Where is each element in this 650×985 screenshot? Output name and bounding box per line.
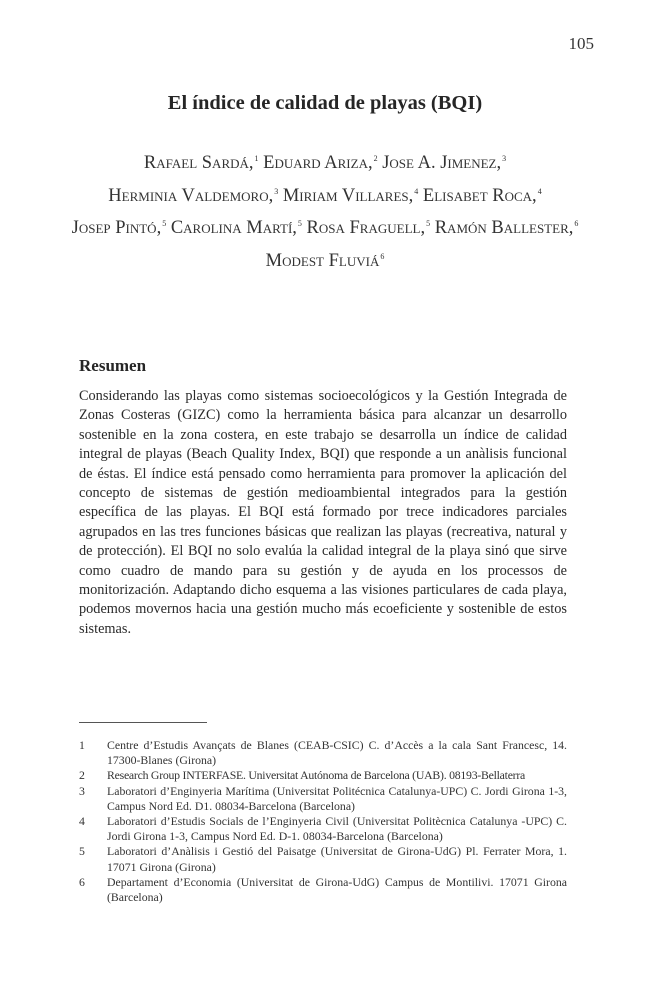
affiliation-marker: 6 [574,219,579,228]
abstract-text: Considerando las playas como sistemas socioecológicos y la Gestión Integrada de Zonas Costeras (GIZC) como la herramienta básica para alcanzar un desarrollo sostenible en la zona costera, en este trabajo se desarrolla un índice de calidad integral de playas (Beach Quality Index, BQI) que responde a un anàlisis funcional de éstas. El índice está pensado como herramienta para promover la aplicación del concepto de sistemas de gestión medioambiental integrados para la gestión específica de las playas. El BQI está formado por trece indicadores parciales agrupados en las tres funciones básicas que realizan las playas (recreativa, natural y de protección). El BQI no solo evalúa la calidad integral de la playa sinó que sirve como cuadro de mando para su gestión y de ayuda en los processos de monitorización. Adaptando dicho esquema a las visiones particulares de cada playa, podemos movernos hacia una gestión mucho más ecoeficiente y sostenible de estos sistemas. [79,388,567,637]
author-name: Rosa Fraguell, [306,218,426,238]
footnote-text: Laboratori d’Estudis Socials de l’Enginyeria Civil (Universitat Politècnica Catalunya -UPC) C. Jordi Girona 1-3, Campus Nord Ed. D-1. 08034-Barcelona (Barcelona) [107,814,567,844]
author-name: Herminia Valdemoro, [108,185,274,206]
author [423,186,542,206]
affiliation-marker: 2 [373,154,378,163]
affiliation-marker: 4 [414,186,419,196]
author [144,153,259,173]
author [307,218,431,238]
author-name: Carolina Martí, [170,218,297,238]
footnote-number: 6 [79,874,85,889]
footnote-number: 1 [79,738,85,752]
footnote-text: Research Group INTERFASE. Universitat Autónoma de Barcelona (UAB). 08193-Bellaterra [107,768,526,783]
footnote-number: 3 [79,783,85,798]
author [266,251,385,271]
footnote [79,738,567,768]
footnote-text: Centre d’Estudis Avançats de Blanes (CEAB-CSIC) C. d’Accès a la cala Sant Francesc, 14. 17300-Blanes (Girona) [107,738,567,768]
author [171,218,302,238]
footnote-text: Laboratori d’Anàlisis i Gestió del Paisatge (Universitat de Girona-UdG) Pl. Ferrater Mora, 1. 17071 Girona (Girona) [107,844,567,874]
footnote-text: Departament d’Economia (Universitat de Girona-UdG) Campus de Montilivi. 17071 Girona (Barcelona) [107,874,567,905]
author-name: Jose A. Jimenez, [382,153,502,173]
author-name: Josep Pintó, [71,218,162,238]
author-name: Elisabet Roca, [422,185,537,206]
footnote-number: 4 [79,814,85,829]
affiliation-marker: 5 [297,219,302,228]
footnote [79,768,567,783]
author [283,186,418,206]
author-name: Eduard Ariza, [263,153,373,173]
footnote [79,814,567,844]
page-number: 105 [568,34,594,53]
author [72,218,167,238]
footnote-divider [79,722,207,723]
author-list [70,145,580,275]
footnote-text: Laboratori d’Enginyeria Marítima (Universitat Politécnica Catalunya-UPC) C. Jordi Girona 1-3, Campus Nord Ed. D1. 08034-Barcelona (Barcelona) [107,783,567,813]
author [108,186,278,206]
footnote-number: 2 [79,768,85,783]
author [263,153,377,173]
affiliation-marker: 4 [537,186,542,196]
author-name: Miriam Villares, [282,185,414,206]
author [382,153,506,173]
affiliation-marker: 3 [502,154,507,163]
author-name: Ramón Ballester, [434,218,574,238]
footnote [79,784,567,814]
paper-title: El índice de calidad de playas (BQI) [167,92,483,114]
abstract-heading: Resumen [79,356,147,375]
footnote [79,875,567,905]
author-name: Modest Fluviá [265,250,380,271]
affiliation-marker: 5 [162,219,167,228]
footnote-list [79,738,567,905]
footnote-number: 5 [79,844,85,859]
affiliation-marker: 1 [254,154,259,163]
author-name: Rafael Sardá, [143,153,254,173]
affiliation-marker: 3 [274,186,279,196]
affiliation-marker: 6 [380,251,385,261]
affiliation-marker: 5 [426,219,431,228]
footnote [79,844,567,874]
author [435,218,579,238]
